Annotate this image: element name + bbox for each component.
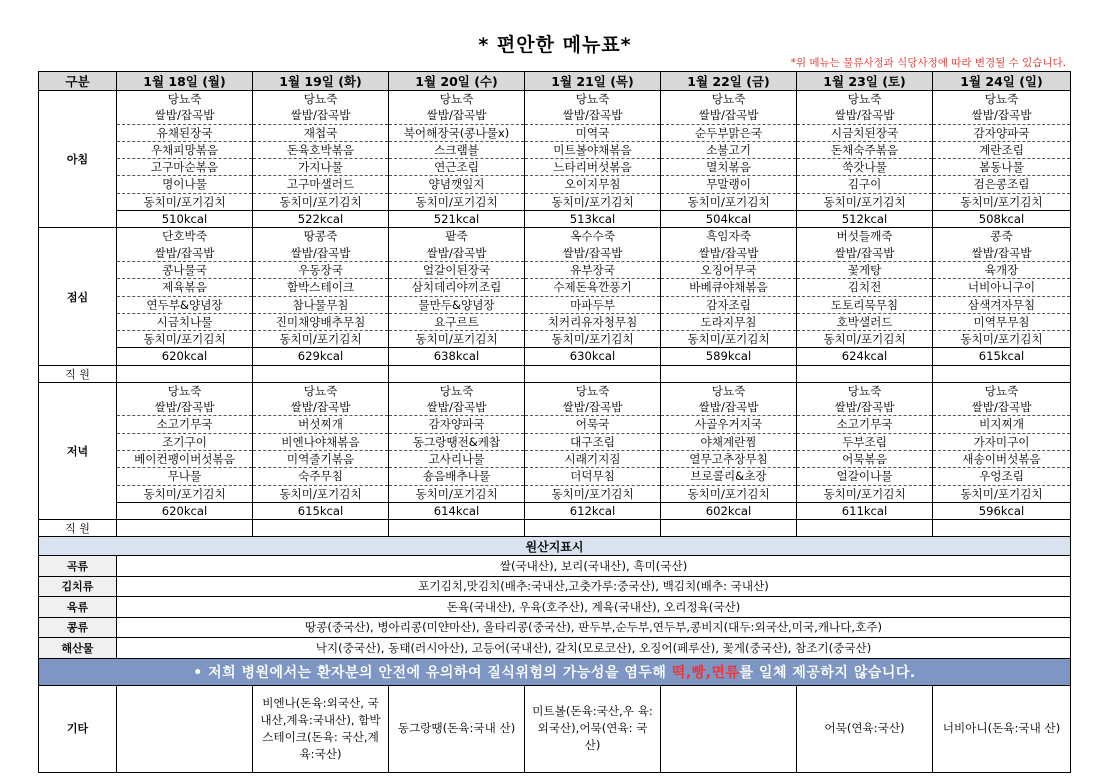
- menu-cell: [797, 228, 933, 365]
- menu-item: 소불고기: [661, 142, 796, 159]
- day-header: 1월 24일 (일): [933, 72, 1071, 91]
- menu-item: 수제돈육깐풍기: [525, 279, 660, 296]
- staff-cell: [661, 365, 797, 382]
- menu-item: 쌀밥/잡곡밥: [117, 107, 252, 124]
- staff-cell: [389, 365, 525, 382]
- menu-item: 가지나물: [253, 159, 388, 176]
- change-notice: *위 메뉴는 물류사정과 식당사정에 따라 변경될 수 있습니다.: [790, 57, 1066, 69]
- menu-item: 베이컨팽이버섯볶음: [117, 451, 252, 468]
- menu-item: 동치미/포기김치: [687, 486, 770, 501]
- menu-list: [253, 228, 388, 364]
- etc-cell: [933, 685, 1071, 772]
- kcal-value: 521kcal: [389, 210, 524, 227]
- menu-item: 참나물무침: [253, 297, 388, 314]
- menu-item: 검은콩조림: [933, 176, 1070, 193]
- kcal-value: 629kcal: [253, 347, 388, 364]
- etc-text: 비엔나(돈육:외국산, 국내산,계육:국내산), 함박스테이크(돈육: 국산,계육:국산): [260, 695, 381, 761]
- menu-item: 쌀밥/잡곡밥: [389, 107, 524, 124]
- menu-item: 두부조림: [797, 434, 932, 451]
- menu-item: 함박스테이크: [253, 279, 388, 296]
- menu-item: 쌀밥/잡곡밥: [525, 399, 660, 416]
- staff-cell: [933, 520, 1071, 537]
- menu-item: 버섯들깨죽: [836, 229, 893, 244]
- origin-value: 돈육(국내산), 우육(호주산), 계육(국내산), 오리정육(국산): [117, 597, 1071, 618]
- origin-label: 육류: [39, 597, 117, 618]
- etc-cell: [253, 685, 389, 772]
- kcal-value: 611kcal: [797, 502, 932, 519]
- menu-item: 동치미/포기김치: [823, 332, 906, 347]
- menu-item: 소고기무국: [117, 416, 252, 433]
- menu-cell: [797, 382, 933, 519]
- kcal-value: 589kcal: [661, 347, 796, 364]
- menu-item: 미역줄기볶음: [253, 451, 388, 468]
- menu-item: 동치미/포기김치: [551, 486, 634, 501]
- menu-list: [797, 91, 932, 227]
- menu-item: 비지찌개: [933, 416, 1070, 433]
- menu-item: 당뇨죽: [303, 383, 338, 398]
- kcal-value: 615kcal: [253, 502, 388, 519]
- menu-item: 콩죽: [990, 229, 1013, 244]
- staff-cell: [525, 520, 661, 537]
- menu-item: 당뇨죽: [847, 383, 882, 398]
- menu-item: 어묵국: [525, 416, 660, 433]
- staff-cell: [525, 365, 661, 382]
- menu-item: 당뇨죽: [847, 92, 882, 106]
- menu-item: 더덕무침: [525, 468, 660, 485]
- menu-item: 당뇨죽: [439, 92, 474, 106]
- menu-item: 호박샐러드: [797, 314, 932, 331]
- menu-item: 동치미/포기김치: [687, 332, 770, 347]
- kcal-value: 510kcal: [117, 210, 252, 227]
- menu-item: 계란조림: [933, 142, 1070, 159]
- menu-item: 동치미/포기김치: [279, 332, 362, 347]
- kcal-value: 512kcal: [797, 210, 932, 227]
- menu-item: 숙주무침: [253, 468, 388, 485]
- menu-item: 동치미/포기김치: [551, 194, 634, 209]
- meal-row: [39, 91, 1071, 228]
- menu-item: 삼색겨자무침: [933, 297, 1070, 314]
- menu-cell: [525, 91, 661, 228]
- menu-cell: [933, 91, 1071, 228]
- menu-cell: [661, 382, 797, 519]
- banner-text: 를 일체 제공하지 않습니다.: [739, 664, 916, 681]
- menu-item: 제육볶음: [117, 279, 252, 296]
- menu-item: 동치미/포기김치: [823, 486, 906, 501]
- menu-item: 야채계란찜: [661, 434, 796, 451]
- menu-list: [117, 383, 252, 519]
- etc-row: [39, 685, 1071, 772]
- origin-value: 포기김치,맛김치(배추:국내산,고춧가루:중국산), 백김치(배추: 국내산): [117, 576, 1071, 597]
- menu-item: 쌀밥/잡곡밥: [525, 107, 660, 124]
- menu-item: 감자조림: [661, 297, 796, 314]
- kcal-value: 615kcal: [933, 347, 1070, 364]
- menu-item: 쌀밥/잡곡밥: [389, 245, 524, 262]
- menu-item: 너비아니구이: [933, 279, 1070, 296]
- staff-cell: [797, 365, 933, 382]
- staff-cell: [797, 520, 933, 537]
- banner-text: • 저희 병원에서는 환자분의 안전에 유의하여 질식위험의 가능성을 염두해: [193, 664, 672, 681]
- menu-item: 가자미구이: [933, 434, 1070, 451]
- menu-item: 감자양파국: [389, 416, 524, 433]
- menu-item: 고사리나물: [389, 451, 524, 468]
- menu-list: [389, 228, 524, 364]
- origin-row: [39, 617, 1071, 638]
- menu-item: 돈육호박볶음: [253, 142, 388, 159]
- origin-label: 콩류: [39, 617, 117, 638]
- menu-cell: [797, 91, 933, 228]
- menu-item: 쌀밥/잡곡밥: [933, 107, 1070, 124]
- menu-item: 삼치데리야끼조림: [389, 279, 524, 296]
- day-header: 1월 18일 (월): [117, 72, 253, 91]
- menu-item: 동치미/포기김치: [279, 486, 362, 501]
- menu-item: 옥수수죽: [570, 229, 615, 244]
- menu-item: 쑥갓나물: [797, 159, 932, 176]
- staff-cell: [389, 520, 525, 537]
- menu-item: 북어해장국(콩나물x): [389, 125, 524, 142]
- menu-item: 콩나물국: [117, 262, 252, 279]
- menu-item: 팥죽: [445, 229, 468, 244]
- menu-item: 당뇨죽: [303, 92, 338, 106]
- meal-row: [39, 382, 1071, 519]
- menu-list: [933, 91, 1070, 227]
- menu-item: 쌀밥/잡곡밥: [117, 245, 252, 262]
- day-header: 1월 22일 (금): [661, 72, 797, 91]
- origin-row: [39, 576, 1071, 597]
- origin-label: 김치류: [39, 576, 117, 597]
- header-label: 구분: [39, 72, 117, 91]
- menu-item: 동치미/포기김치: [415, 194, 498, 209]
- etc-text: 너비아니(돈육:국내 산): [942, 721, 1061, 736]
- menu-cell: [117, 91, 253, 228]
- menu-item: 브로콜리&초장: [661, 468, 796, 485]
- menu-item: 돈채숙주볶음: [797, 142, 932, 159]
- kcal-value: 504kcal: [661, 210, 796, 227]
- menu-item: 미역무무침: [933, 314, 1070, 331]
- menu-list: [389, 91, 524, 227]
- menu-item: 쌀밥/잡곡밥: [797, 245, 932, 262]
- menu-item: 동치미/포기김치: [960, 194, 1043, 209]
- menu-item: 김구이: [797, 176, 932, 193]
- menu-item: 당뇨죽: [711, 92, 746, 106]
- banner-row: [39, 658, 1071, 685]
- kcal-value: 513kcal: [525, 210, 660, 227]
- menu-item: 얼갈이나물: [797, 468, 932, 485]
- kcal-value: 614kcal: [389, 502, 524, 519]
- menu-item: 시금치나물: [117, 314, 252, 331]
- header-row: [39, 72, 1071, 91]
- day-header: 1월 21일 (목): [525, 72, 661, 91]
- menu-item: 당뇨죽: [575, 92, 610, 106]
- menu-item: 쌀밥/잡곡밥: [933, 245, 1070, 262]
- menu-item: 스크램블: [389, 142, 524, 159]
- day-header: 1월 20일 (수): [389, 72, 525, 91]
- menu-list: [253, 383, 388, 519]
- etc-cell: [525, 685, 661, 772]
- origin-label: 곡류: [39, 556, 117, 577]
- menu-list: [933, 228, 1070, 364]
- menu-item: 멸치볶음: [661, 159, 796, 176]
- staff-cell: [253, 520, 389, 537]
- kcal-value: 596kcal: [933, 502, 1070, 519]
- menu-item: 미트볼야채볶음: [525, 142, 660, 159]
- menu-item: 새송이버섯볶음: [933, 451, 1070, 468]
- banner-highlight: 떡,빵,면류: [671, 664, 740, 681]
- menu-item: 동치미/포기김치: [415, 332, 498, 347]
- menu-cell: [117, 382, 253, 519]
- kcal-value: 612kcal: [525, 502, 660, 519]
- menu-table: [38, 71, 1071, 773]
- origin-title: 원산지표시: [39, 537, 1071, 556]
- menu-item: 쌀밥/잡곡밥: [661, 399, 796, 416]
- menu-list: [389, 383, 524, 519]
- menu-item: 유채된장국: [117, 125, 252, 142]
- menu-item: 당뇨죽: [575, 383, 610, 398]
- menu-item: 양념깻잎지: [389, 176, 524, 193]
- menu-item: 쌀밥/잡곡밥: [661, 245, 796, 262]
- menu-cell: [389, 382, 525, 519]
- menu-item: 비엔나야채볶음: [253, 434, 388, 451]
- menu-item: 쌀밥/잡곡밥: [797, 107, 932, 124]
- menu-item: 김치전: [797, 279, 932, 296]
- menu-item: 쌀밥/잡곡밥: [525, 245, 660, 262]
- menu-item: 동치미/포기김치: [960, 332, 1043, 347]
- menu-cell: [525, 228, 661, 365]
- menu-cell: [389, 228, 525, 365]
- menu-list: [661, 91, 796, 227]
- menu-cell: [253, 228, 389, 365]
- menu-cell: [253, 382, 389, 519]
- menu-list: [661, 228, 796, 364]
- menu-item: 재첩국: [253, 125, 388, 142]
- menu-list: [525, 383, 660, 519]
- menu-item: 쌀밥/잡곡밥: [117, 399, 252, 416]
- menu-item: 소고기무국: [797, 416, 932, 433]
- menu-item: 진미채양배추무침: [253, 314, 388, 331]
- etc-cell: [117, 685, 253, 772]
- menu-item: 시래기지짐: [525, 451, 660, 468]
- origin-row: [39, 556, 1071, 577]
- kcal-value: 620kcal: [117, 347, 252, 364]
- menu-item: 마파두부: [525, 297, 660, 314]
- menu-item: 무말랭이: [661, 176, 796, 193]
- menu-item: 쌀밥/잡곡밥: [253, 399, 388, 416]
- kcal-value: 602kcal: [661, 502, 796, 519]
- menu-item: 치커리유자청무침: [525, 314, 660, 331]
- menu-item: 시금치된장국: [797, 125, 932, 142]
- menu-list: [661, 383, 796, 519]
- staff-cell: [117, 520, 253, 537]
- menu-item: 동치미/포기김치: [823, 194, 906, 209]
- meal-label: 아침: [39, 91, 117, 228]
- etc-cell: [389, 685, 525, 772]
- staff-label: 직 원: [39, 520, 117, 537]
- menu-list: [253, 91, 388, 227]
- kcal-value: 638kcal: [389, 347, 524, 364]
- menu-item: 무나물: [117, 468, 252, 485]
- menu-item: 동치미/포기김치: [551, 332, 634, 347]
- menu-item: 동치미/포기김치: [279, 194, 362, 209]
- menu-item: 당뇨죽: [711, 383, 746, 398]
- menu-item: 숑음배추나물: [389, 468, 524, 485]
- menu-item: 꽃게탕: [797, 262, 932, 279]
- menu-item: 쌀밥/잡곡밥: [253, 245, 388, 262]
- menu-cell: [661, 228, 797, 365]
- menu-item: 육개장: [933, 262, 1070, 279]
- menu-list: [117, 228, 252, 364]
- menu-item: 흑임자죽: [706, 229, 751, 244]
- menu-item: 느타리버섯볶음: [525, 159, 660, 176]
- menu-item: 쌀밥/잡곡밥: [253, 107, 388, 124]
- staff-row: [39, 520, 1071, 537]
- kcal-value: 630kcal: [525, 347, 660, 364]
- menu-item: 동치미/포기김치: [143, 486, 226, 501]
- etc-text: 동그랑땡(돈육:국내 산): [397, 721, 516, 736]
- menu-item: 당뇨죽: [984, 92, 1019, 106]
- menu-item: 고구마순볶음: [117, 159, 252, 176]
- menu-item: 동치미/포기김치: [960, 486, 1043, 501]
- page-title: * 편안한 메뉴표*: [478, 34, 632, 56]
- staff-cell: [661, 520, 797, 537]
- day-header: 1월 19일 (화): [253, 72, 389, 91]
- kcal-value: 620kcal: [117, 502, 252, 519]
- menu-item: 오이지무침: [525, 176, 660, 193]
- menu-item: 감자양파국: [933, 125, 1070, 142]
- menu-item: 바베큐야채볶음: [661, 279, 796, 296]
- menu-list: [933, 383, 1070, 519]
- menu-item: 쌀밥/잡곡밥: [933, 399, 1070, 416]
- menu-item: 쌀밥/잡곡밥: [661, 107, 796, 124]
- menu-cell: [525, 382, 661, 519]
- etc-text: 어묵(연육:국산): [824, 721, 905, 736]
- kcal-value: 508kcal: [933, 210, 1070, 227]
- origin-value: 낙지(중국산), 동태(러시아산), 고등어(국내산), 갈치(모로코산), 오징어(페루산), 꽃게(중국산), 참조기(중국산): [117, 638, 1071, 659]
- menu-item: 도토리묵무침: [797, 297, 932, 314]
- etc-cell: [661, 685, 797, 772]
- menu-item: 사골우거지국: [661, 416, 796, 433]
- day-header: 1월 23일 (토): [797, 72, 933, 91]
- menu-item: 물만두&양념장: [389, 297, 524, 314]
- menu-item: 연근조림: [389, 159, 524, 176]
- menu-cell: [661, 91, 797, 228]
- menu-cell: [253, 91, 389, 228]
- menu-item: 우채피망볶음: [117, 142, 252, 159]
- etc-label: 기타: [39, 685, 117, 772]
- menu-item: 명이나물: [117, 176, 252, 193]
- menu-list: [797, 228, 932, 364]
- menu-item: 당뇨죽: [439, 383, 474, 398]
- origin-row: [39, 638, 1071, 659]
- menu-item: 우엉조림: [933, 468, 1070, 485]
- safety-banner: [39, 658, 1071, 685]
- menu-item: 오징어무국: [661, 262, 796, 279]
- menu-item: 동치미/포기김치: [687, 194, 770, 209]
- menu-item: 당뇨죽: [984, 383, 1019, 398]
- menu-list: [525, 91, 660, 227]
- menu-item: 버섯찌개: [253, 416, 388, 433]
- menu-cell: [117, 228, 253, 365]
- staff-label: 직 원: [39, 365, 117, 382]
- menu-item: 얼갈이된장국: [389, 262, 524, 279]
- menu-item: 우동장국: [253, 262, 388, 279]
- menu-item: 동치미/포기김치: [143, 332, 226, 347]
- menu-item: 땅콩죽: [303, 229, 338, 244]
- staff-cell: [253, 365, 389, 382]
- menu-cell: [389, 91, 525, 228]
- kcal-value: 522kcal: [253, 210, 388, 227]
- menu-list: [797, 383, 932, 519]
- meal-row: [39, 228, 1071, 365]
- menu-item: 봄동나물: [933, 159, 1070, 176]
- menu-item: 어묵볶음: [797, 451, 932, 468]
- menu-item: 쌀밥/잡곡밥: [389, 399, 524, 416]
- origin-label: 해산물: [39, 638, 117, 659]
- menu-item: 당뇨죽: [167, 92, 202, 106]
- menu-item: 열무고추장무침: [661, 451, 796, 468]
- etc-text: 미트볼(돈육:국산,우 육:외국산),어묵(연육: 국산): [532, 704, 653, 753]
- menu-item: 유부장국: [525, 262, 660, 279]
- staff-cell: [933, 365, 1071, 382]
- origin-value: 땅콩(중국산), 병아리콩(미얀마산), 울타리콩(중국산), 판두부,순두부,연두부,콩비지(대두:외국산,미국,캐나다,호주): [117, 617, 1071, 638]
- menu-item: 단호박죽: [162, 229, 207, 244]
- meal-label: 저녁: [39, 382, 117, 519]
- menu-item: 미역국: [525, 125, 660, 142]
- menu-item: 도라지무침: [661, 314, 796, 331]
- menu-item: 동그랑땡전&케찹: [389, 434, 524, 451]
- kcal-value: 624kcal: [797, 347, 932, 364]
- origin-row: [39, 597, 1071, 618]
- menu-item: 순두부맑은국: [661, 125, 796, 142]
- etc-cell: [797, 685, 933, 772]
- menu-item: 고구마샐러드: [253, 176, 388, 193]
- meal-label: 점심: [39, 228, 117, 365]
- menu-item: 연두부&양념장: [117, 297, 252, 314]
- menu-item: 당뇨죽: [167, 383, 202, 398]
- menu-list: [117, 91, 252, 227]
- menu-item: 조기구이: [117, 434, 252, 451]
- menu-item: 동치미/포기김치: [415, 486, 498, 501]
- menu-list: [525, 228, 660, 364]
- menu-item: 쌀밥/잡곡밥: [797, 399, 932, 416]
- menu-cell: [933, 228, 1071, 365]
- origin-value: 쌀(국내산), 보리(국내산), 흑미(국산): [117, 556, 1071, 577]
- menu-item: 동치미/포기김치: [143, 194, 226, 209]
- menu-item: 대구조림: [525, 434, 660, 451]
- staff-row: [39, 365, 1071, 382]
- menu-cell: [933, 382, 1071, 519]
- menu-item: 요구르트: [389, 314, 524, 331]
- staff-cell: [117, 365, 253, 382]
- origin-title-row: [39, 537, 1071, 556]
